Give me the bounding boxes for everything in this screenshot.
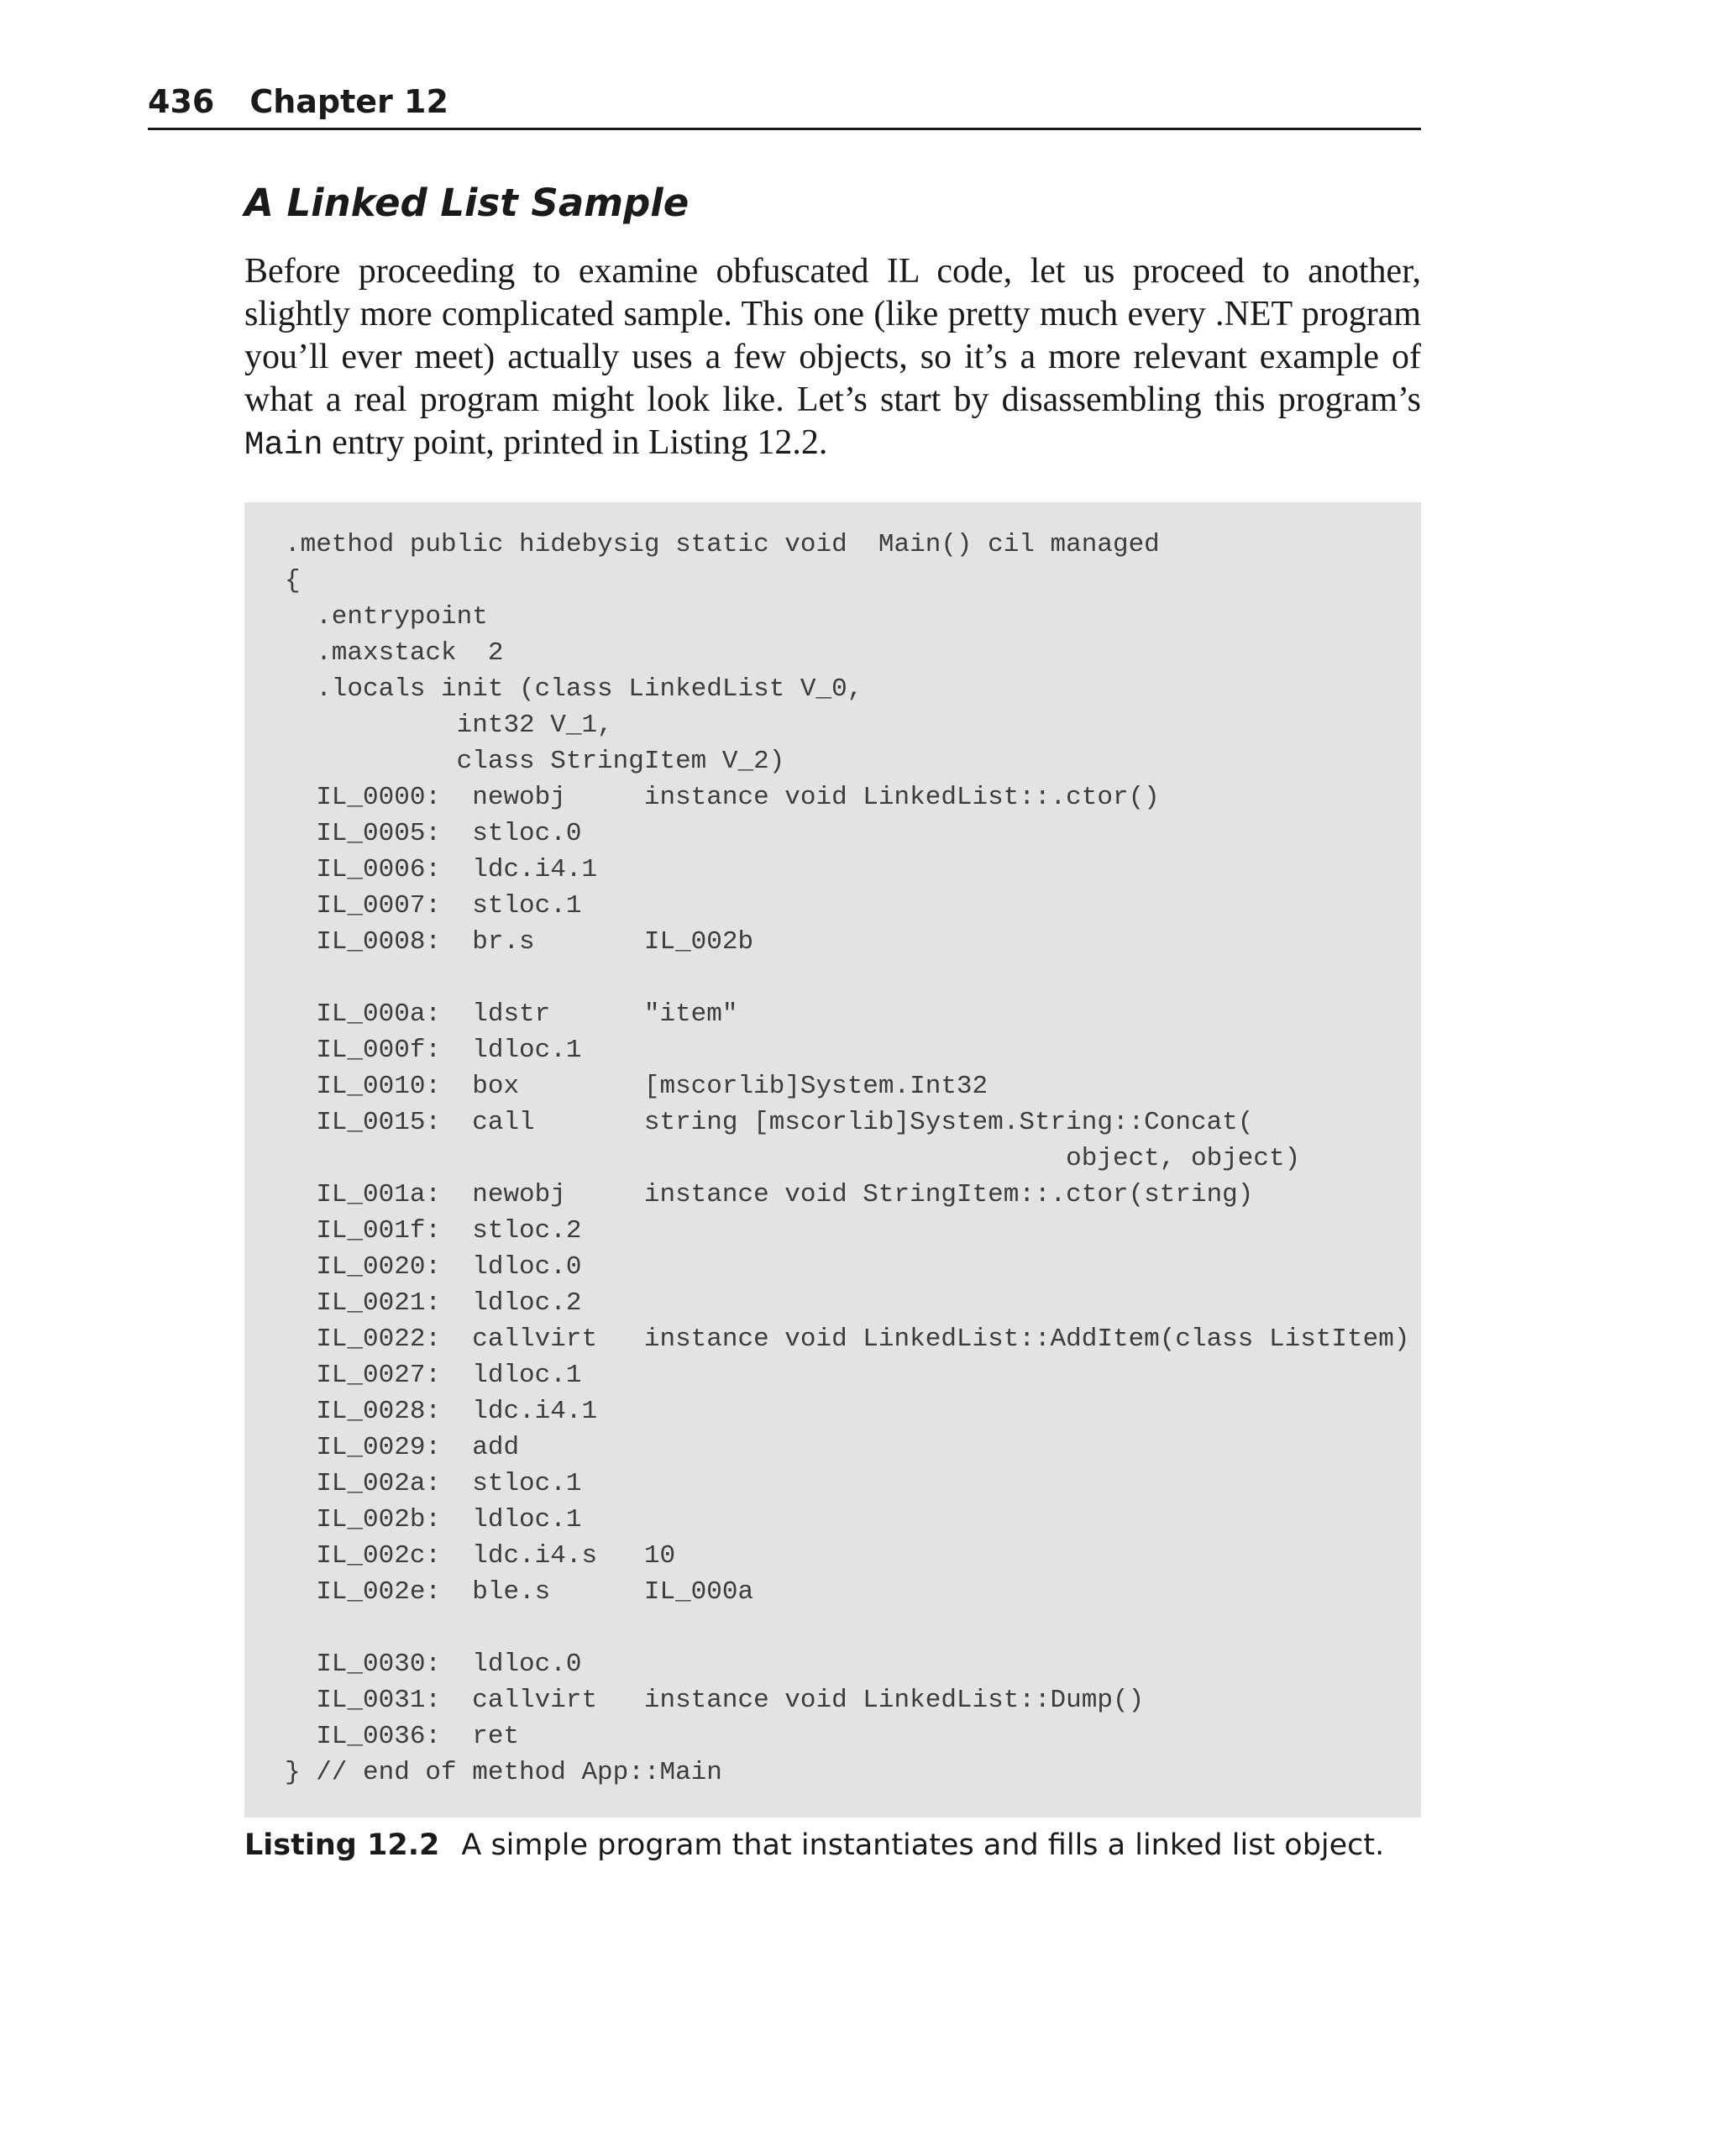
code-block: .method public hidebysig static void Main() cil managed { .entrypoint .maxstack 2 .locals init (class LinkedList V_0, int32 V_1, class StringItem V_2) IL_0000: newobj instance void LinkedList::.ctor() IL_0005: stloc.0 IL_0006: ldc.i4.1 IL_0007: stloc.1 IL_0008: br.s IL_002b IL_000a: ldstr "item" IL_000f: ldloc.1 IL_0010: box [mscorlib]System.Int32 IL_0015: call string [mscorlib]System.String::Concat( object, object) IL_001a: newobj instance void StringItem::.ctor(string) IL_001f: stloc.2 IL_0020: ldloc.0 IL_0021: ldloc.2 IL_0022: callvirt instance void LinkedList::AddItem(class ListItem) IL_0027: ldloc.1 IL_0028: ldc.i4.1 IL_0029: add IL_002a: stloc.1 IL_002b: ldloc.1 IL_002c: ldc.i4.s 10 IL_002e: ble.s IL_000a IL_0030: ldloc.0 IL_0031: callvirt instance void LinkedList::Dump() IL_0036: ret } // end of method App::Main — [285, 530, 1410, 1787]
paragraph-text: Before proceeding to examine obfuscated IL code, let us proceed to another, slightly more complicated sample. This one (like pretty much every .NET program you’ll ever meet) actually uses a few objects, so it’s a more relevant example of what a real program might look like. Let’s start by disassembling this program’s — [244, 252, 1421, 419]
chapter-title: Chapter 12 — [249, 83, 448, 120]
paragraph-text-end: entry point, printed in Listing 12.2. — [322, 423, 828, 462]
section-title: A Linked List Sample — [244, 181, 690, 225]
caption-text: A simple program that instantiates and fills a linked list object. — [461, 1828, 1385, 1862]
inline-code: Main — [244, 427, 323, 464]
caption-label: Listing 12.2 — [244, 1828, 440, 1862]
page-number: 436 — [148, 83, 215, 120]
listing-caption — [244, 1824, 1384, 1866]
running-head — [148, 81, 1421, 130]
body-paragraph — [244, 250, 1421, 467]
code-listing — [244, 502, 1421, 1818]
